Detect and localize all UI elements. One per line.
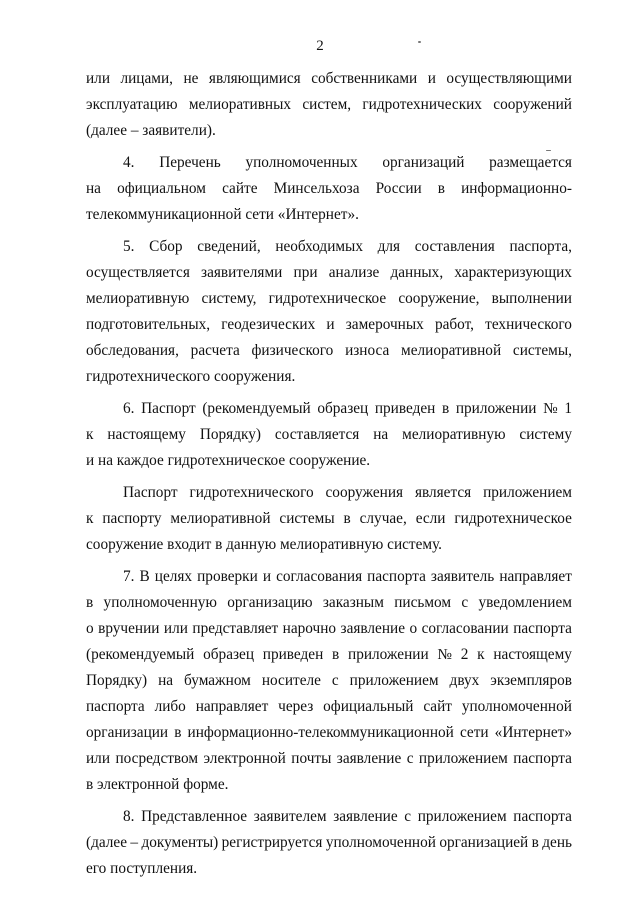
paragraph [86,66,572,144]
text-line: паспорта либо направляет через официальный сайт уполномоченной [86,698,572,715]
paragraph [86,564,572,798]
paragraph [86,234,572,390]
text-line: мелиоративную систему, гидротехническое сооружение, выполнении [86,290,572,307]
text-line: (рекомендуемый образец приведен в приложении № 2 к настоящему [86,646,572,663]
text-line: обследования, расчета физического износа мелиоративной системы, [86,342,572,359]
text-line: его поступления. [86,860,198,877]
text-line: или посредством электронной почты заявление с приложением паспорта [86,750,572,767]
text-line: (далее – заявители). [86,122,216,139]
text-line: 6. Паспорт (рекомендуемый образец приведен в приложении № 1 [123,400,572,417]
text-line: подготовительных, геодезических и замерочных работ, технического [86,316,572,333]
text-line: 4. Перечень уполномоченных организаций размещается [123,154,572,171]
text-line: к паспорту мелиоративной системы в случае, если гидротехническое [86,510,572,527]
text-line: организации в информационно-телекоммуникационной сети «Интернет» [86,724,572,741]
text-line: 7. В целях проверки и согласования паспорта заявитель направляет [123,568,572,585]
text-line: осуществляется заявителями при анализе данных, характеризующих [86,264,572,281]
text-line: и на каждое гидротехническое сооружение. [86,452,371,469]
text-line: на официальном сайте Минсельхоза России в информационно- [86,180,572,197]
text-line: Паспорт гидротехнического сооружения является приложением [123,484,572,501]
text-line: или лицами, не являющимися собственниками и осуществляющими [86,70,572,87]
text-line: к настоящему Порядку) составляется на мелиоративную систему [86,426,572,443]
paragraph [86,150,572,228]
paragraph [86,804,572,882]
text-line: Порядку) на бумажном носителе с приложением двух экземпляров [86,672,572,689]
text-line: гидротехнического сооружения. [86,368,296,385]
text-line: сооружение входит в данную мелиоративную систему. [86,536,443,553]
document-body [86,66,572,882]
text-line: 5. Сбор сведений, необходимых для составления паспорта, [123,238,572,255]
scan-speck [418,41,421,43]
text-line: в электронной форме. [86,776,229,793]
text-line: 8. Представленное заявителем заявление с приложением паспорта [123,808,572,825]
text-line: в уполномоченную организацию заказным письмом с уведомлением [86,594,572,611]
paragraph [86,396,572,474]
text-line: о вручении или представляет нарочно заявление о согласовании паспорта [86,620,572,637]
text-line: телекоммуникационной сети «Интернет». [86,206,359,223]
paragraph [86,480,572,558]
text-line: (далее – документы) регистрируется уполномоченной организацией в день [86,834,572,851]
text-line: эксплуатацию мелиоративных систем, гидротехнических сооружений [86,96,572,113]
page-number: 2 [316,38,324,54]
